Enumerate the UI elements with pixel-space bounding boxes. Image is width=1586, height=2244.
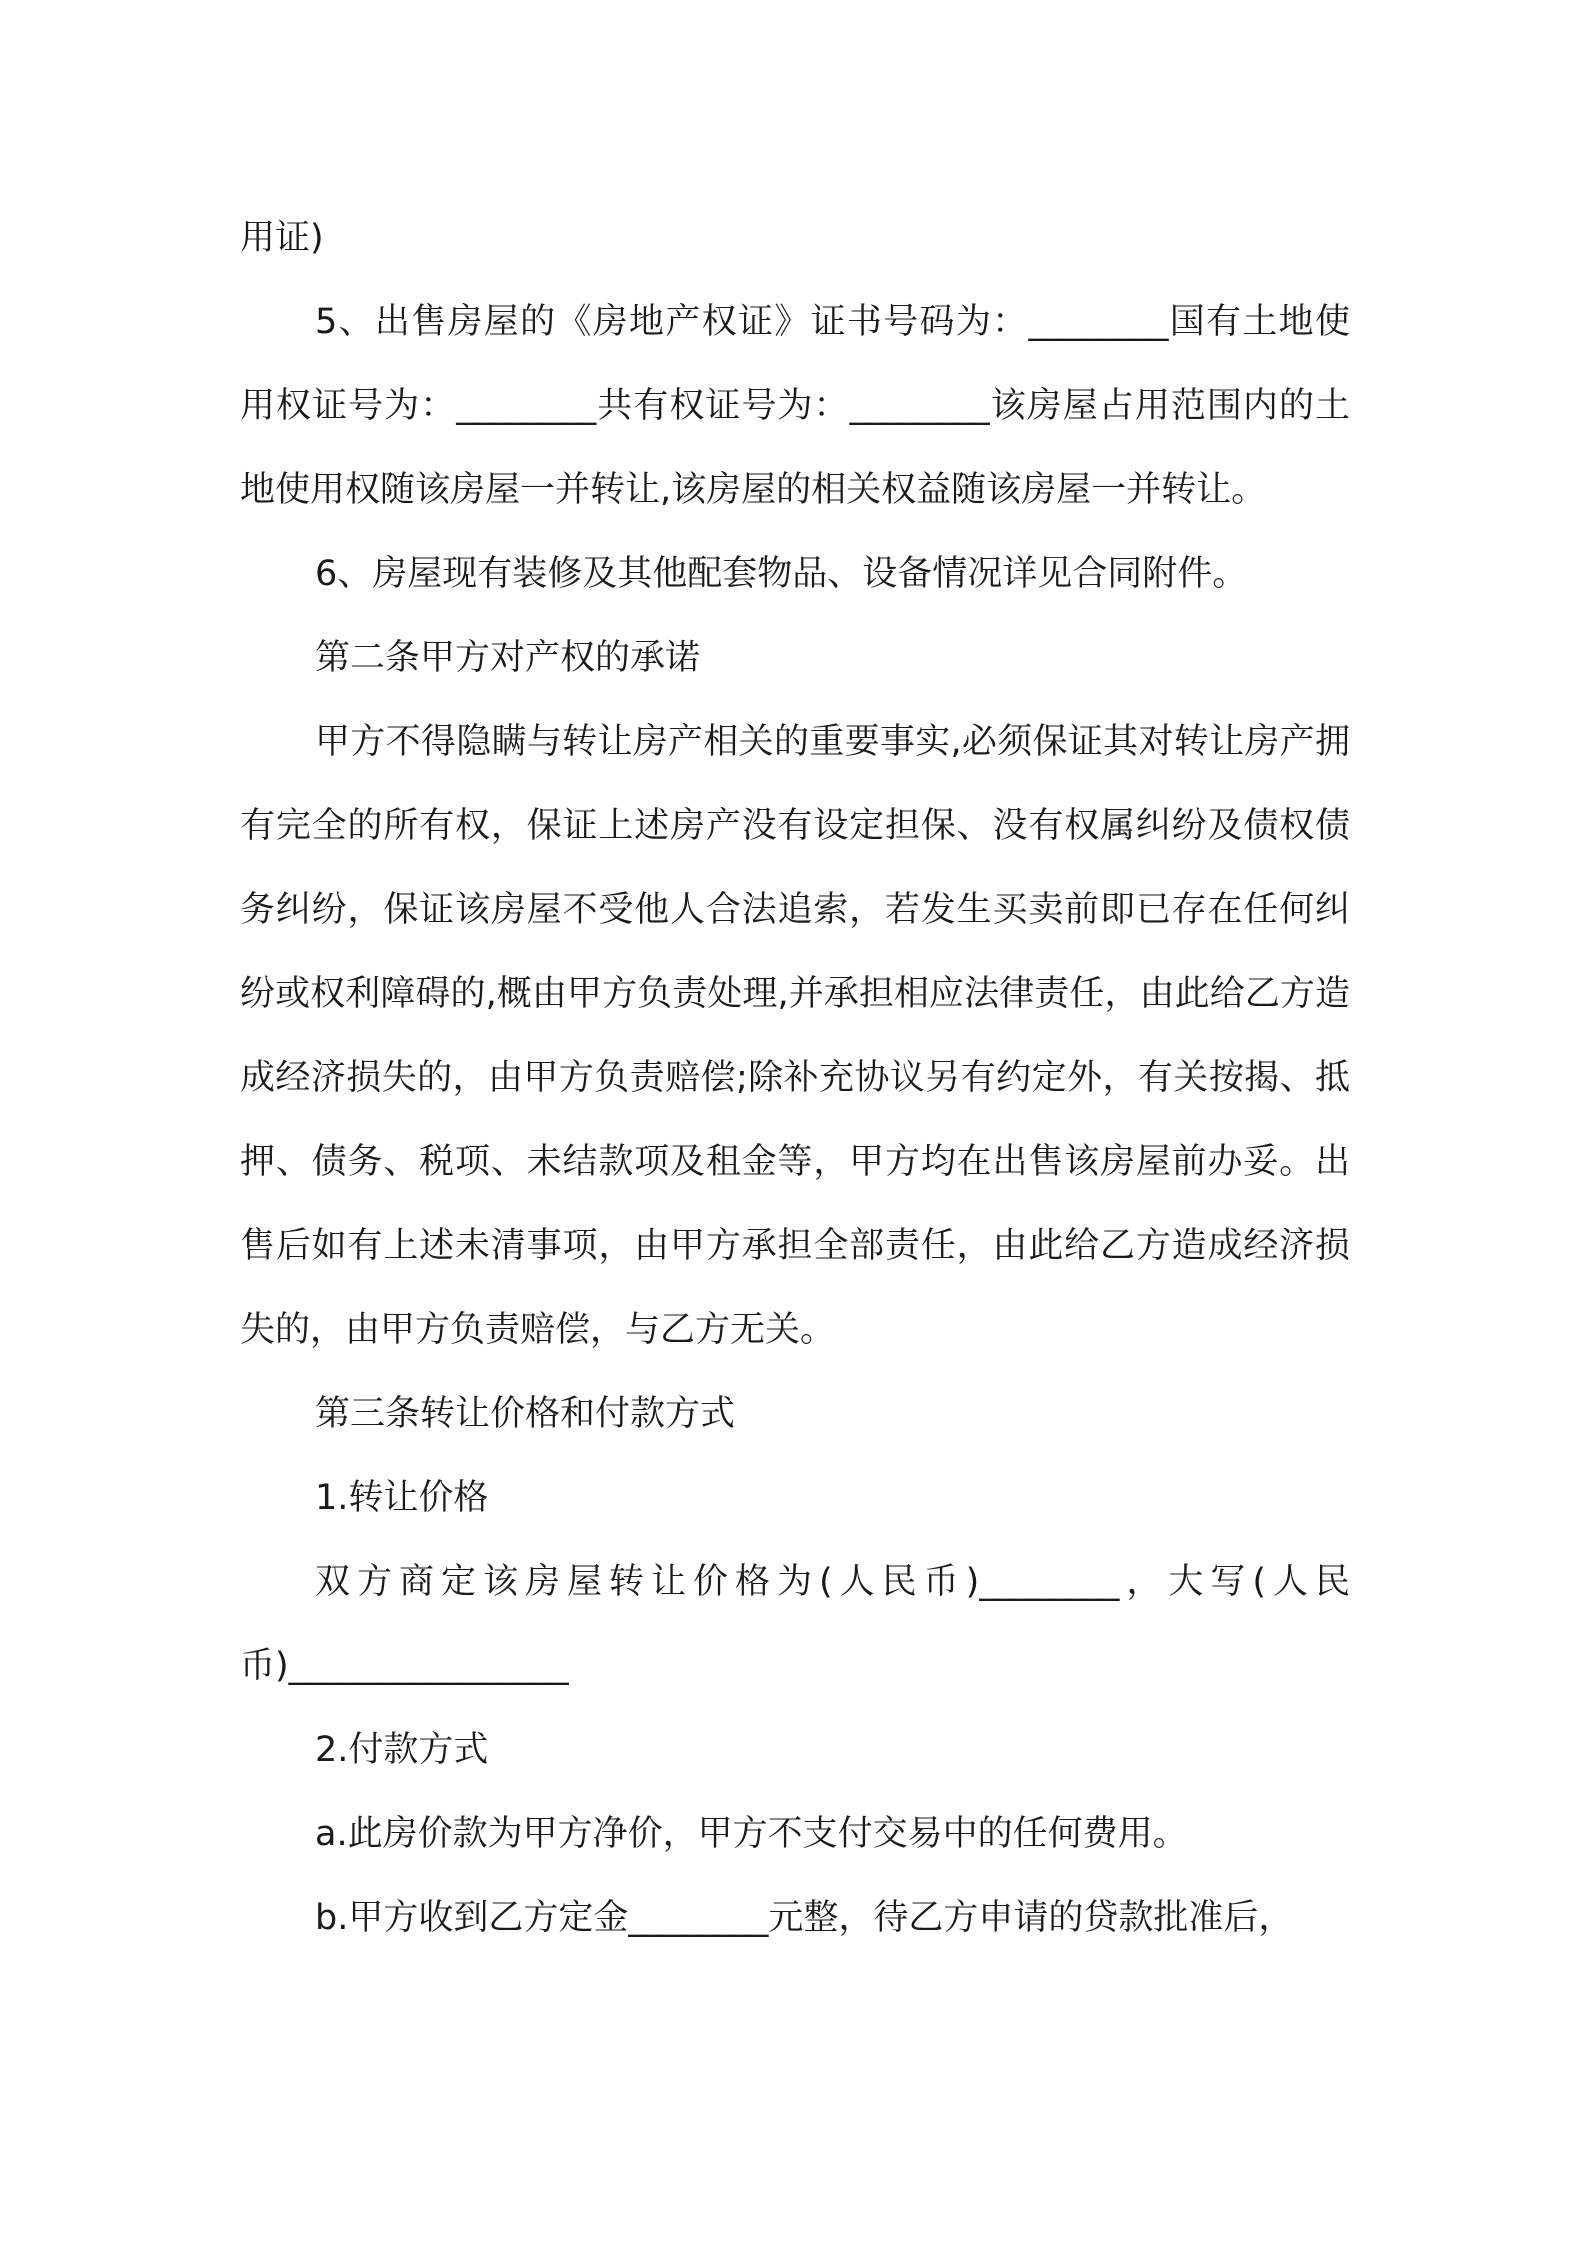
subheading-price: 1.转让价格 (315, 1478, 489, 1518)
paragraph-payment-a: a.此房价款为甲方净价，甲方不支付交易中的任何费用。 (315, 1814, 1188, 1854)
paragraph-item-6: 6、房屋现有装修及其他配套物品、设备情况详见合同附件。 (315, 554, 1248, 594)
paragraph-continuation: 用证) (240, 218, 324, 258)
section-heading-article-2: 第二条甲方对产权的承诺 (315, 638, 701, 678)
paragraph-price-body: 双方商定该房屋转让价格为(人民币)________，大写(人民币)________________ (240, 1562, 1350, 1686)
paragraph-article-2-body: 甲方不得隐瞒与转让房产相关的重要事实,必须保证其对转让房产拥有完全的所有权，保证上述房产没有设定担保、没有权属纠纷及债权债务纠纷，保证该房屋不受他人合法追索，若发生买卖前即已存在任何纠纷或权利障碍的,概由甲方负责处理,并承担相应法律责任，由此给乙方造成经济损失的，由甲方负责赔偿;除补充协议另有约定外，有关按揭、抵押、债务、税项、未结款项及租金等，甲方均在出售该房屋前办妥。出售后如有上述未清事项，由甲方承担全部责任，由此给乙方造成经济损失的，由甲方负责赔偿，与乙方无关。 (240, 722, 1350, 1350)
document-body (240, 196, 1350, 1960)
paragraph-payment-b: b.甲方收到乙方定金________元整，待乙方申请的贷款批准后， (315, 1898, 1294, 1938)
subheading-payment: 2.付款方式 (315, 1730, 489, 1770)
section-heading-article-3: 第三条转让价格和付款方式 (315, 1394, 736, 1434)
paragraph-item-5: 5、出售房屋的《房地产权证》证书号码为：________国有土地使用权证号为：________共有权证号为：________该房屋占用范围内的土地使用权随该房屋一并转让,该房屋的相关权益随该房屋一并转让。 (240, 302, 1350, 510)
